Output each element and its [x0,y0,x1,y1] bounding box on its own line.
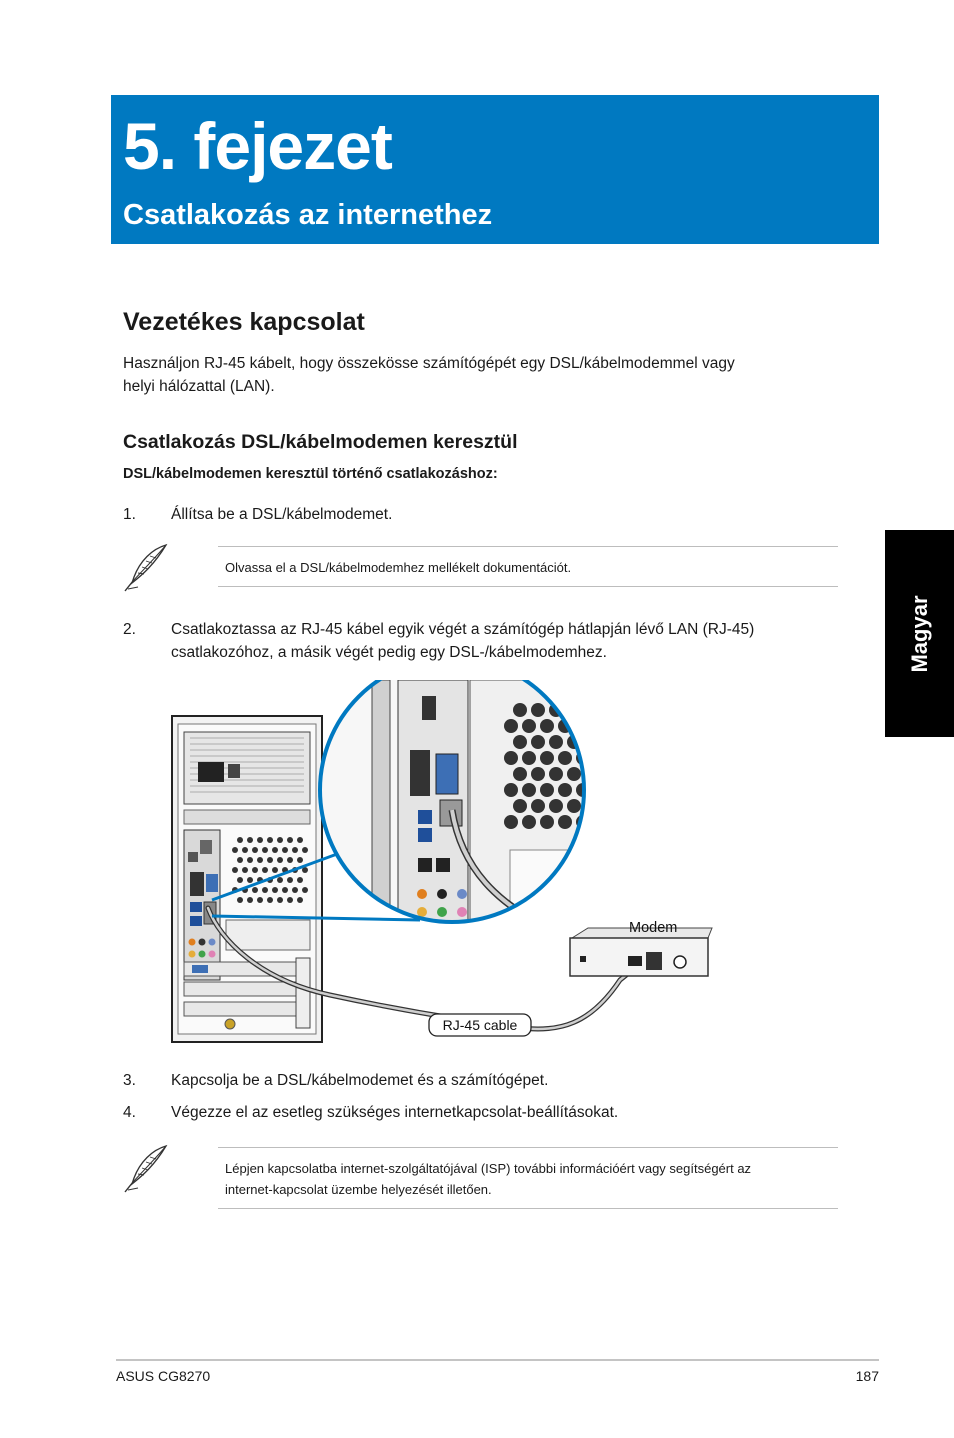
step-text: csatlakozóhoz, a másik végét pedig egy DSL-/kábelmodemhez. [171,644,607,661]
procedure-heading: DSL/kábelmodemen keresztül történő csatlakozáshoz: [123,466,498,482]
pc-tower-rear [172,716,322,1042]
footer-product-name: ASUS CG8270 [116,1368,211,1384]
step-number: 2. [123,621,136,638]
step-text: Kapcsolja be a DSL/kábelmodemet és a számítógépet. [171,1072,549,1089]
modem-label: Modem [629,920,678,936]
page-number: 187 [855,1368,879,1384]
note-box-1 [218,546,838,587]
language-side-tab [885,530,954,737]
note-text-continued: internet-kapcsolat üzembe helyezését illetően. [225,1182,492,1197]
step-number: 3. [123,1072,136,1089]
section-heading: Vezetékes kapcsolat [123,308,365,336]
step-number: 1. [123,506,136,523]
feather-pen-icon [122,543,172,595]
language-side-tab-label: Magyar [906,594,932,673]
note-box-2 [218,1147,838,1209]
footer-rule [116,1359,879,1361]
chapter-subtitle: Csatlakozás az internethez [123,199,493,231]
cable-label: RJ-45 cable [442,1017,518,1033]
chapter-title: 5. fejezet [123,109,392,183]
note-text: Olvassa el a DSL/kábelmodemhez mellékelt dokumentációt. [225,560,572,575]
note-text: Lépjen kapcsolatba internet-szolgáltatójával (ISP) további információért vagy segítségért az [225,1161,752,1176]
step-text: Végezze el az esetleg szükséges internetkapcsolat-beállításokat. [171,1104,619,1121]
step-text: Csatlakoztassa az RJ-45 kábel egyik végét a számítógép hátlapján lévő LAN (RJ-45) [171,621,755,638]
intro-line-2: helyi hálózattal (LAN). [123,378,275,395]
connection-diagram [160,680,720,1052]
chapter-banner [111,95,879,244]
intro-line-1: Használjon RJ-45 kábelt, hogy összekösse számítógépét egy DSL/kábelmodemmel vagy [123,355,735,372]
step-number: 4. [123,1104,136,1121]
step-text: Állítsa be a DSL/kábelmodemet. [171,506,393,523]
feather-pen-icon [122,1144,172,1196]
subsection-heading: Csatlakozás DSL/kábelmodemen keresztül [123,431,518,453]
